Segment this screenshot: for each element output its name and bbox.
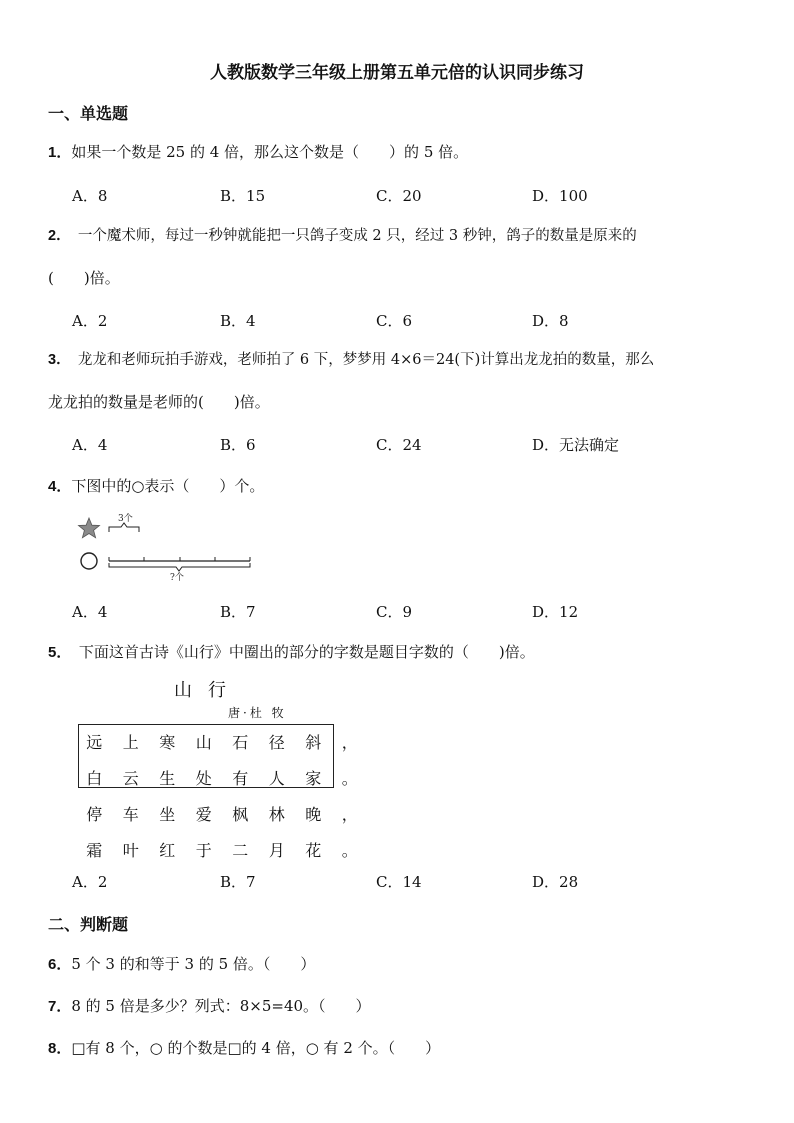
question-7 xyxy=(48,996,371,1017)
poem-line-2 xyxy=(76,766,368,789)
question-text: 下图中的○表示（ ）个。 xyxy=(71,477,265,495)
star-icon xyxy=(79,518,100,538)
poem-title: 山行 xyxy=(174,680,242,701)
poem-char: 霜 xyxy=(86,841,103,860)
poem-char: 白 xyxy=(86,769,103,788)
poem-char: 云 xyxy=(122,769,139,788)
question-number: 4． xyxy=(48,478,72,495)
poem-line-4 xyxy=(76,838,368,861)
option-d: D．12 xyxy=(532,603,579,621)
top-brace xyxy=(109,523,139,532)
poem-char: 山 xyxy=(195,733,212,752)
option-b: B．6 xyxy=(220,436,256,454)
option-c: C．24 xyxy=(376,436,422,454)
question-number: 6． xyxy=(48,956,72,973)
poem-char: 上 xyxy=(122,733,139,752)
top-brace-label: 3个 xyxy=(118,514,133,524)
option-b: B．7 xyxy=(220,873,256,891)
section-heading-choice: 一、单选题 xyxy=(48,104,129,123)
option-d: D．无法确定 xyxy=(532,436,620,454)
question-3 xyxy=(48,350,654,370)
section-heading-judgment: 二、判断题 xyxy=(48,915,129,934)
poem-char: 处 xyxy=(195,769,212,788)
question-5 xyxy=(48,642,535,663)
question-number: 3． xyxy=(48,352,64,368)
question-text: □有 8 个，○ 的个数是□的 4 倍，○ 有 2 个。（ ） xyxy=(71,1039,441,1057)
option-a: A．4 xyxy=(72,436,108,454)
option-d: D．100 xyxy=(532,187,588,205)
poem-char: 坐 xyxy=(159,805,176,824)
bottom-brace-label: ?个 xyxy=(170,573,184,583)
bar-figure xyxy=(76,510,256,584)
poem-char: 花 xyxy=(305,841,322,860)
poem-line-3 xyxy=(76,802,368,825)
option-d: D．28 xyxy=(532,873,579,891)
option-c: C．6 xyxy=(376,312,413,330)
option-c: C．20 xyxy=(376,187,422,205)
poem-char: 生 xyxy=(159,769,176,788)
option-a: A．8 xyxy=(72,187,108,205)
poem-char: 枫 xyxy=(232,805,249,824)
option-a: A．2 xyxy=(72,312,108,330)
poem-char: 有 xyxy=(232,769,249,788)
question-text: 下面这首古诗《山行》中圈出的部分的字数是题目字数的（ )倍。 xyxy=(63,643,535,661)
option-a: A．4 xyxy=(72,603,108,621)
question-1 xyxy=(48,142,468,163)
question-text: 5 个 3 的和等于 3 的 5 倍。（ ） xyxy=(71,955,316,973)
poem-char: 人 xyxy=(268,769,285,788)
poem-line-1 xyxy=(76,730,368,753)
option-b: B．15 xyxy=(220,187,266,205)
circle-icon xyxy=(81,553,97,569)
question-2-line2: ( )倍。 xyxy=(48,269,120,287)
poem-char: 径 xyxy=(268,733,285,752)
question-number: 5． xyxy=(48,644,64,661)
question-number: 2． xyxy=(48,228,64,244)
option-c: C．9 xyxy=(376,603,413,621)
poem-char: 家 xyxy=(305,769,322,788)
option-a: A．2 xyxy=(72,873,108,891)
question-text: 如果一个数是 25 的 4 倍，那么这个数是（ ）的 5 倍。 xyxy=(71,143,469,161)
question-3-line2: 龙龙拍的数量是老师的( )倍。 xyxy=(48,393,270,411)
poem-char: 晚 xyxy=(305,805,322,824)
poem-char: 爱 xyxy=(195,805,212,824)
poem-char: 斜 xyxy=(305,733,322,752)
question-6 xyxy=(48,954,315,975)
question-text: 龙龙和老师玩拍手游戏，老师拍了 6 下，梦梦用 4×6＝24(下)计算出龙龙拍的数量，那么 xyxy=(63,352,655,368)
poem-char: 停 xyxy=(86,805,103,824)
poem-char: 远 xyxy=(86,733,103,752)
question-number: 7． xyxy=(48,998,72,1015)
poem-author: 唐·杜 牧 xyxy=(228,706,287,720)
poem-char: 车 xyxy=(122,805,139,824)
poem-char: 林 xyxy=(268,805,285,824)
option-b: B．7 xyxy=(220,603,256,621)
poem-char: 。 xyxy=(341,841,358,860)
poem-char: 月 xyxy=(268,841,285,860)
poem-char: 寒 xyxy=(159,733,176,752)
option-b: B．4 xyxy=(220,312,256,330)
poem-char: 。 xyxy=(341,769,358,788)
poem-char: 于 xyxy=(195,841,212,860)
question-8 xyxy=(48,1038,440,1059)
poem-char: 叶 xyxy=(122,841,139,860)
poem-char: 石 xyxy=(232,733,249,752)
poem-char: ， xyxy=(341,805,358,824)
question-text: 一个魔术师，每过一秒钟就能把一只鸽子变成 2 只，经过 3 秒钟，鸽子的数量是原来的 xyxy=(63,228,637,244)
question-number: 8． xyxy=(48,1040,72,1057)
question-2 xyxy=(48,226,637,246)
poem-char: 二 xyxy=(232,841,249,860)
poem-char: 红 xyxy=(159,841,176,860)
question-number: 1． xyxy=(48,144,72,161)
question-text: 8 的 5 倍是多少？列式：8×5=40。（ ） xyxy=(71,997,371,1015)
page-title: 人教版数学三年级上册第五单元倍的认识同步练习 xyxy=(210,63,584,83)
option-d: D．8 xyxy=(532,312,569,330)
question-4 xyxy=(48,476,264,497)
option-c: C．14 xyxy=(376,873,422,891)
bottom-brace xyxy=(109,563,250,571)
poem-char: ， xyxy=(341,733,358,752)
